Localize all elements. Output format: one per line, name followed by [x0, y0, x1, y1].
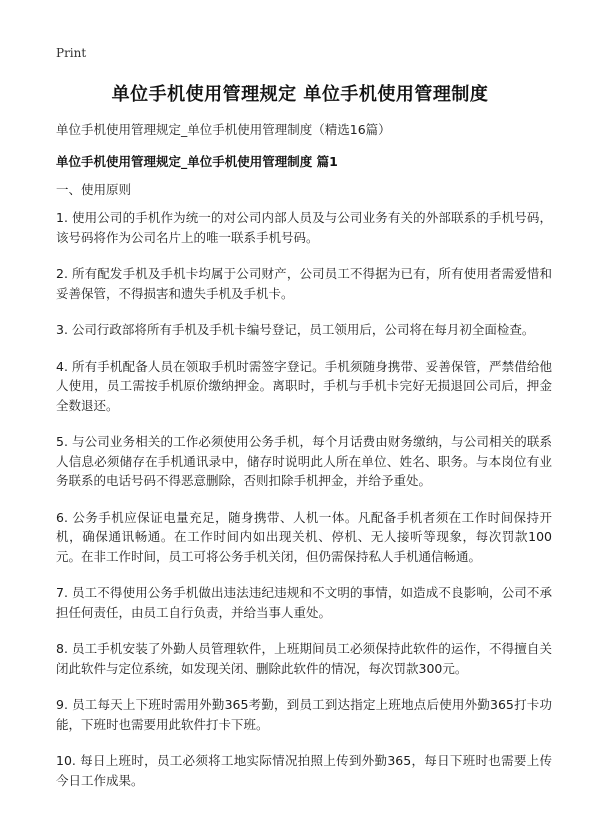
- list-item: 5. 与公司业务相关的工作必须使用公务手机，每个月话费由财务缴纳，与公司相关的联系人信息必须储存在手机通讯录中，储存时说明此人所在单位、姓名、职务。与本岗位有业务联系的电话号码不得恶意删除，否则扣除手机押金，并给予重处。: [56, 434, 552, 488]
- list-item: 9. 员工每天上下班时需用外勤365考勤，到员工到达指定上班地点后使用外勤365打卡功能，下班时也需要用此软件打卡下班。: [56, 697, 552, 732]
- print-link[interactable]: Print: [56, 46, 87, 60]
- list-item: 3. 公司行政部将所有手机及手机卡编号登记，员工领用后，公司将在每月初全面检查。: [56, 322, 535, 337]
- document-subtitle: 单位手机使用管理规定_单位手机使用管理制度（精选16篇）: [56, 122, 391, 137]
- section-heading: 单位手机使用管理规定_单位手机使用管理制度 篇1: [56, 154, 338, 169]
- list-item: 7. 员工不得使用公务手机做出违法违纪违规和不文明的事情，如造成不良影响，公司不承担任何责任，由员工自行负责，并给当事人重处。: [56, 585, 552, 620]
- list-item: 2. 所有配发手机及手机卡均属于公司财产，公司员工不得据为已有，所有使用者需爱惜和妥善保管，不得损害和遗失手机及手机卡。: [56, 266, 552, 301]
- list-item: 8. 员工手机安装了外勤人员管理软件，上班期间员工必须保持此软件的运作，不得擅自关闭此软件与定位系统，如发现关闭、删除此软件的情况，每次罚款300元。: [56, 641, 552, 676]
- rules-list: [56, 208, 552, 807]
- list-item: 6. 公务手机应保证电量充足，随身携带、人机一体。凡配备手机者须在工作时间保持开机，确保通讯畅通。在工作时间内如出现关机、停机、无人接听等现象，每次罚款100元。在非工作时间，员工可将公务手机关闭，但仍需保持私人手机通信畅通。: [56, 509, 552, 564]
- part-heading: 一、使用原则: [56, 182, 132, 197]
- list-item: 1. 使用公司的手机作为统一的对公司内部人员及与公司业务有关的外部联系的手机号码，该号码将作为公司名片上的唯一联系手机号码。: [56, 210, 552, 245]
- list-item: 4. 所有手机配备人员在领取手机时需签字登记。手机须随身携带、妥善保管，严禁借给他人使用，员工需按手机原价缴纳押金。离职时，手机与手机卡完好无损退回公司后，押金全数退还。: [56, 358, 552, 413]
- page-title: 单位手机使用管理规定 单位手机使用管理制度: [111, 84, 489, 105]
- list-item: 10. 每日上班时，员工必须将工地实际情况拍照上传到外勤365，每日下班时也需要上传今日工作成果。: [56, 753, 552, 788]
